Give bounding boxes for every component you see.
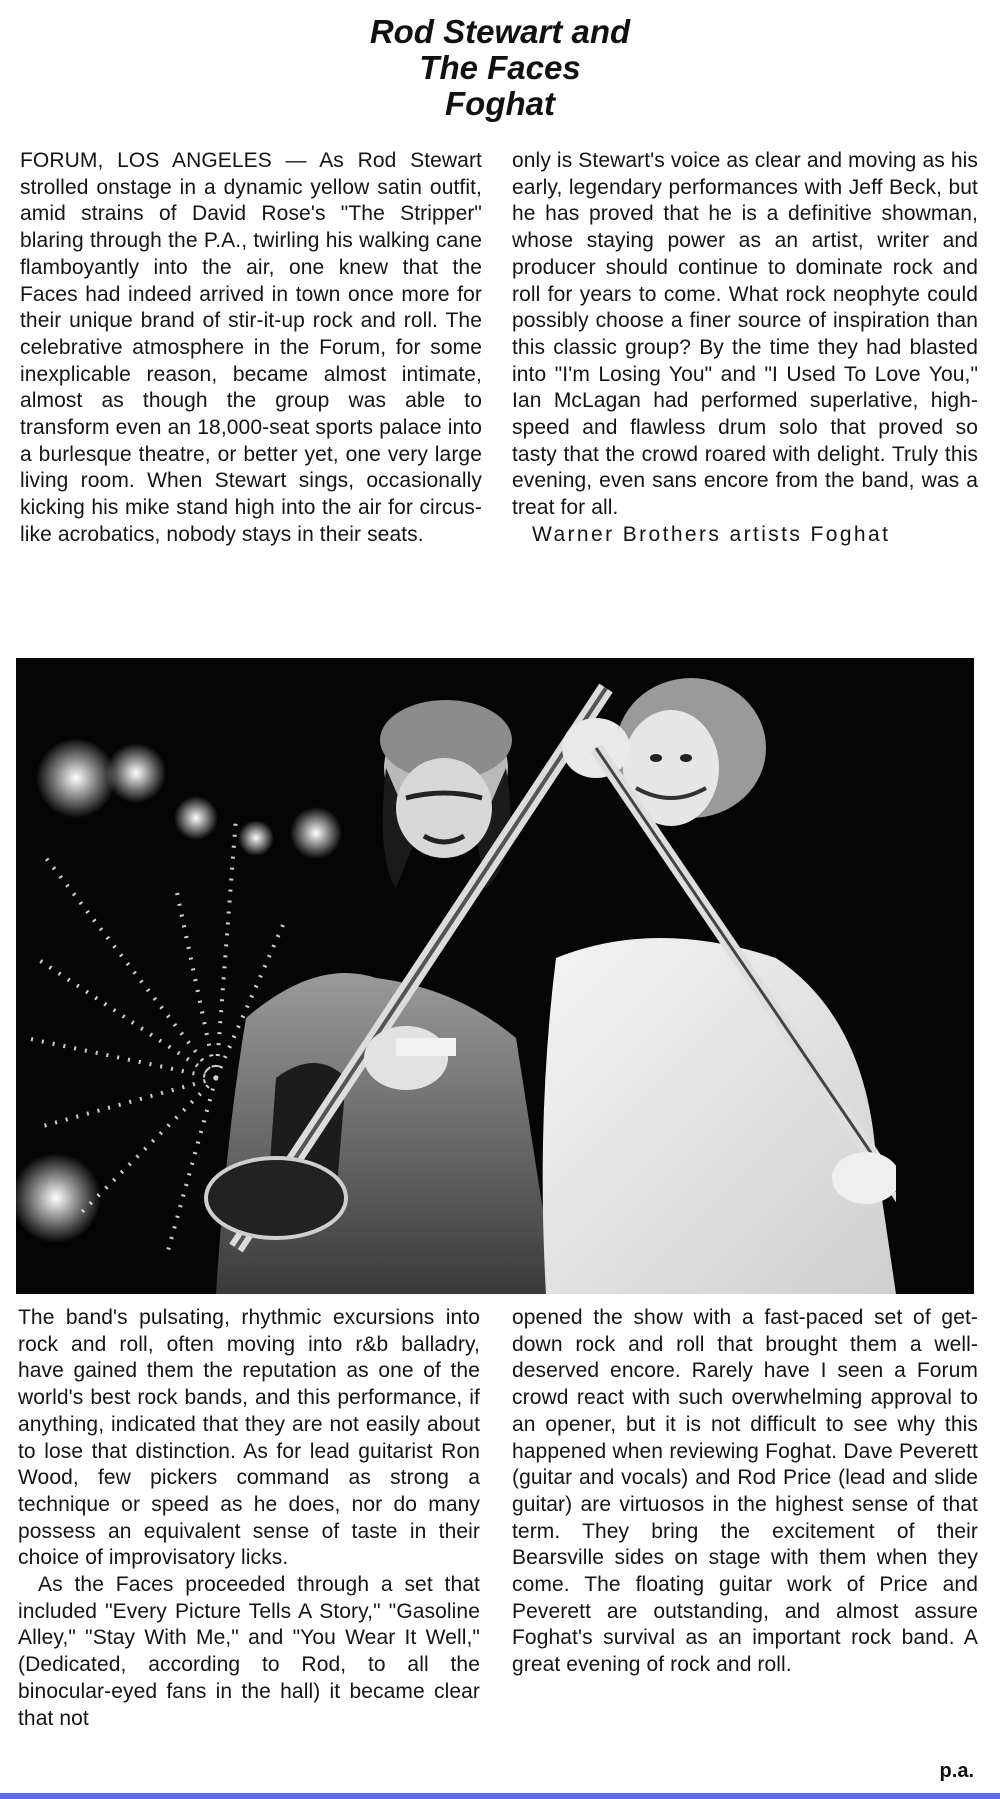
- article-headline: [0, 14, 1000, 122]
- paragraph-faces-setlist: As the Faces proceeded through a set that included "Every Picture Tells A Story," "Gasoline Alley," "Stay With Me," and "You Wear It Well," (Dedicated, according to Rod, to all the binocular-eyed fans in the hall) it became clear that not: [18, 1573, 480, 1730]
- column-bottom-right: [512, 1305, 978, 1679]
- concert-photo: [16, 658, 974, 1294]
- headline-line-1: Rod Stewart and: [369, 13, 631, 50]
- headline-line-2: The Faces: [419, 49, 581, 86]
- paragraph-foghat-review: opened the show with a fast-paced set of get-down rock and roll that brought them a well-deserved encore. Rarely have I seen a Forum crowd react with such overwhelming approval to an opener, but it is not difficult to see why this happened when reviewing Foghat. Dave Peverett (guitar and vocals) and Rod Price (lead and slide guitar) are virtuosos in the highest sense of that term. They bring the excitement of their Bearsville sides on stage with them when they come. The floating guitar work of Price and Peverett are outstanding, and almost assure Foghat's survival as an important rock band. A great evening of rock and roll.: [512, 1306, 978, 1677]
- paragraph-stewart-voice: only is Stewart's voice as clear and moving as his early, legendary performances with Jeff Beck, but he has proved that he is a definitive showman, whose staying power as an artist, writer and producer should continue to dominate rock and roll for years to come. What rock neophyte could possibly choose a finer source of inspiration than this classic group? By the time they had blasted into "I'm Losing You" and "I Used To Love You," Ian McLagan had performed superlative, high-speed and flawless drum solo that proved so tasty that the crowd roared with delight. Truly this evening, even sans encore from the band, was a treat for all.: [512, 149, 978, 520]
- column-top-right: [512, 148, 978, 549]
- headline-line-3: Foghat: [445, 85, 555, 122]
- paragraph-band-reputation: The band's pulsating, rhythmic excursions into rock and roll, often moving into r&b balladry, have gained them the reputation as one of the world's best rock bands, and this performance, if anything, indicated that they are not easily about to lose that distinction. As for lead guitarist Ron Wood, few pickers command as strong a technique or speed as he does, nor do many possess an equivalent sense of taste in their choice of improvisatory licks.: [18, 1306, 480, 1570]
- author-initials: p.a.: [939, 1760, 974, 1782]
- page-bottom-rule: [0, 1793, 1000, 1799]
- concert-photo-illustration: [16, 658, 974, 1294]
- paragraph-foghat-intro: Warner Brothers artists Foghat: [532, 522, 891, 546]
- paragraph-forum-intro: FORUM, LOS ANGELES — As Rod Stewart strolled onstage in a dynamic yellow satin outfit, amid strains of David Rose's "The Stripper" blaring through the P.A., twirling his walking cane flamboyantly into the air, one knew that the Faces had indeed arrived in town once more for their unique brand of stir-it-up rock and roll. The celebrative atmosphere in the Forum, for some inexplicable reason, became almost intimate, almost as though the group was able to transform even an 18,000-seat sports palace into a burlesque theatre, or better yet, one very large living room. When Stewart sings, occasionally kicking his mike stand high into the air for circus-like acrobatics, nobody stays in their seats.: [20, 149, 482, 546]
- column-bottom-left: [18, 1305, 480, 1732]
- column-top-left: [20, 148, 482, 549]
